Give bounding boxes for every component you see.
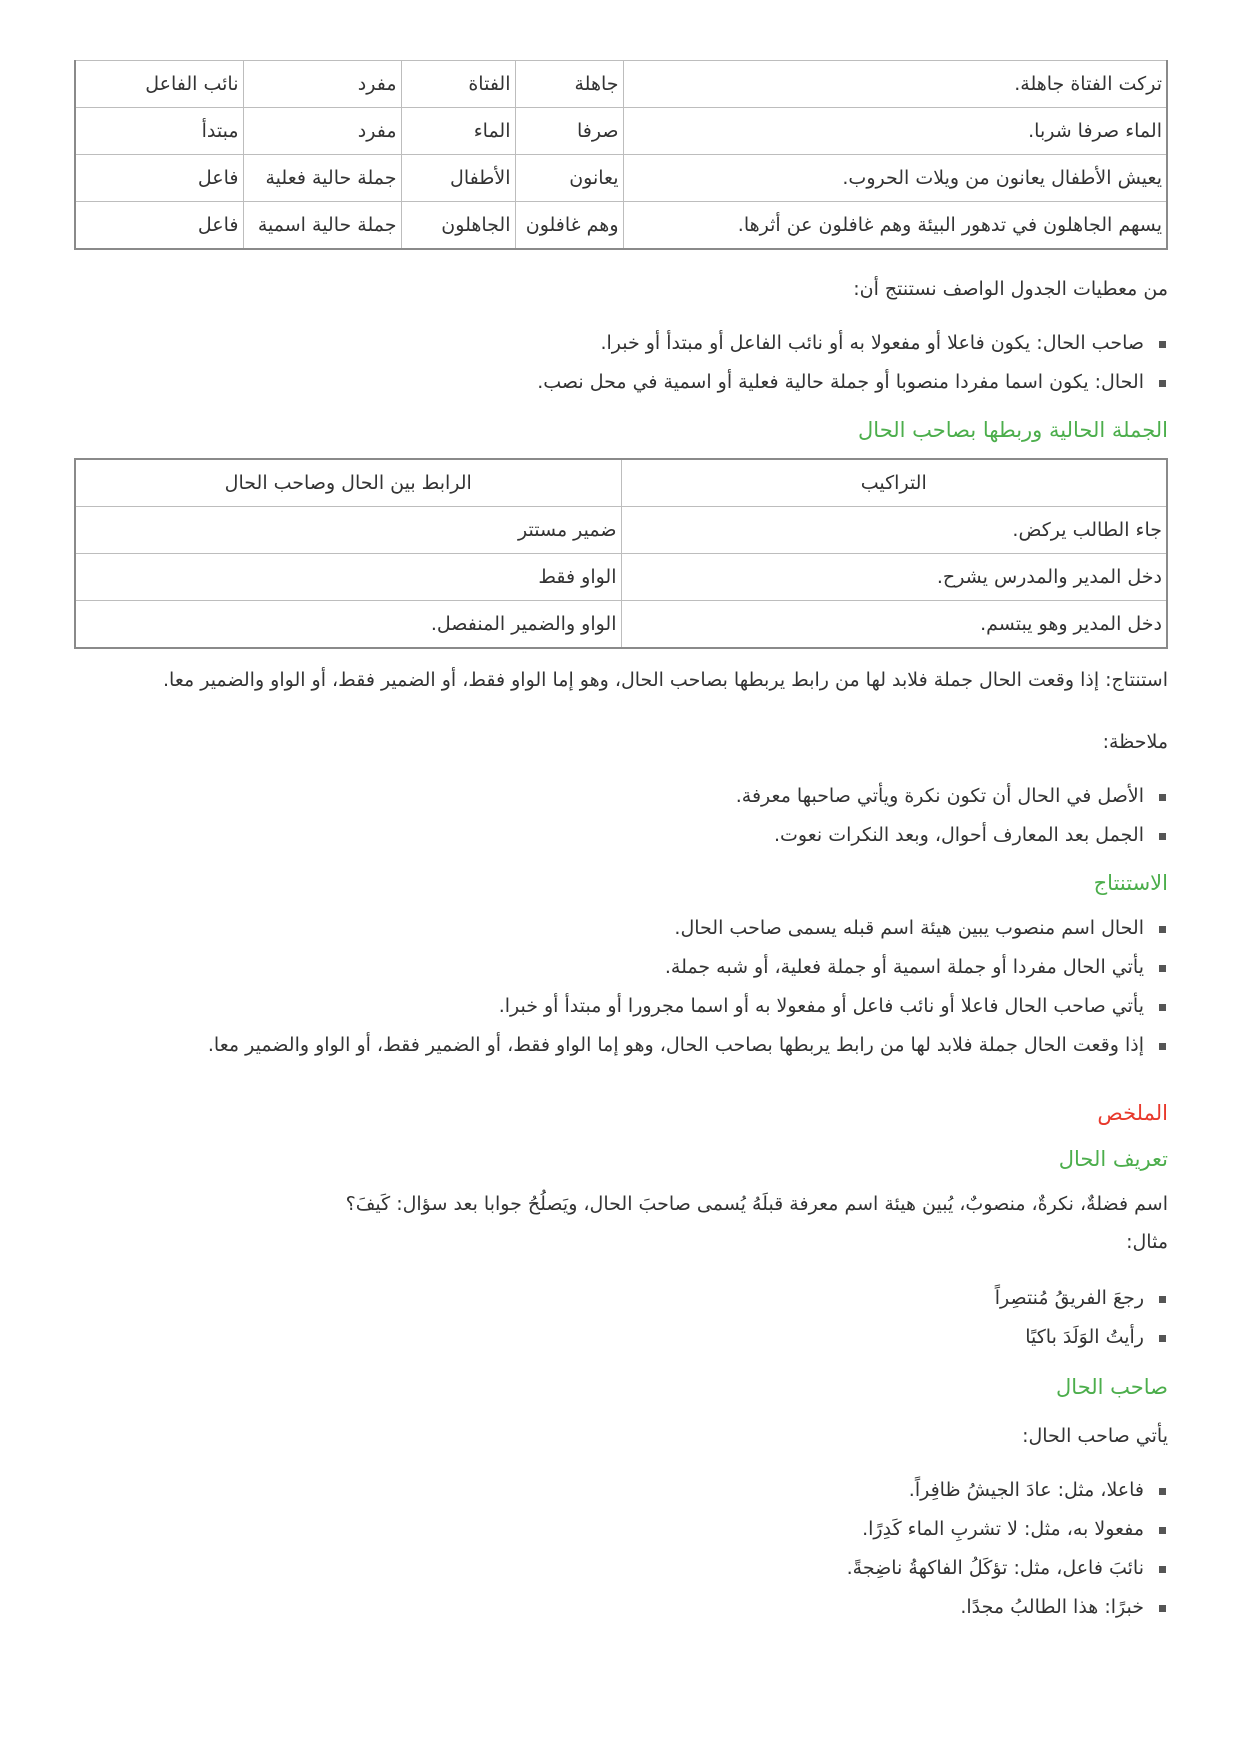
section-heading-owner: صاحب الحال [1056, 1375, 1168, 1399]
table-row [75, 507, 1167, 554]
table-cell: الماء [401, 108, 515, 155]
list-item: رأيتُ الوَلَدَ باكيًا [76, 1318, 1144, 1357]
table-cell: الماء صرفا شربا. [623, 108, 1167, 155]
table-row [75, 61, 1167, 108]
note-label: ملاحظة: [1102, 731, 1168, 753]
table-row [75, 108, 1167, 155]
list-item: مفعولا به، مثل: لا تشربِ الماء كَدِرًا. [76, 1510, 1144, 1549]
table-header-row [75, 459, 1167, 507]
hal-examples-table [74, 60, 1168, 250]
table-row [75, 554, 1167, 601]
table-cell: جاهلة [515, 61, 623, 108]
table-header-cell: التراكيب [621, 459, 1167, 507]
link-table [74, 458, 1168, 649]
table-cell: الواو والضمير المنفصل. [75, 601, 621, 649]
owner-intro: يأتي صاحب الحال: [1022, 1425, 1168, 1447]
list-item: الحال اسم منصوب يبين هيئة اسم قبله يسمى صاحب الحال. [76, 909, 1144, 948]
table-row [75, 202, 1167, 250]
table-cell: دخل المدير والمدرس يشرح. [621, 554, 1167, 601]
document-content [76, 60, 1168, 1627]
table-cell: الواو فقط [75, 554, 621, 601]
examples-list [76, 1279, 1168, 1357]
list-item: نائبَ فاعل، مثل: تؤكَلُ الفاكهةُ ناضِجةً. [76, 1549, 1144, 1588]
table-cell: نائب الفاعل [75, 61, 243, 108]
table-cell: الفتاة [401, 61, 515, 108]
table-cell: فاعل [75, 202, 243, 250]
table-cell: مبتدأ [75, 108, 243, 155]
table-cell: جملة حالية اسمية [243, 202, 401, 250]
table-cell: جملة حالية فعلية [243, 155, 401, 202]
list-item: الأصل في الحال أن تكون نكرة ويأتي صاحبها معرفة. [76, 777, 1144, 816]
table-header-cell: الرابط بين الحال وصاحب الحال [75, 459, 621, 507]
notes-list [76, 777, 1168, 855]
list-item: يأتي صاحب الحال فاعلا أو نائب فاعل أو مفعولا به أو اسما مجرورا أو مبتدأ أو خبرا. [76, 987, 1144, 1026]
table-cell: جاء الطالب يركض. [621, 507, 1167, 554]
section-heading-link: الجملة الحالية وربطها بصاحب الحال [858, 418, 1168, 442]
summary-title: الملخص [1097, 1101, 1168, 1125]
table-cell: ضمير مستتر [75, 507, 621, 554]
conclusion-paragraph: استنتاج: إذا وقعت الحال جملة فلابد لها من رابط يربطها بصاحب الحال، وهو إما الواو فقط، أو الضمير فقط، أو الواو والضمير معا. [163, 669, 1168, 691]
list-item: فاعلا، مثل: عادَ الجيشُ ظافِراً. [76, 1471, 1144, 1510]
list-item: يأتي الحال مفردا أو جملة اسمية أو جملة فعلية، أو شبه جملة. [76, 948, 1144, 987]
table-cell: تركت الفتاة جاهلة. [623, 61, 1167, 108]
list-item: إذا وقعت الحال جملة فلابد لها من رابط يربطها بصاحب الحال، وهو إما الواو فقط، أو الضمير فقط، أو الواو والضمير معا. [76, 1026, 1144, 1065]
section-heading-conclusion: الاستنتاج [1093, 871, 1168, 895]
table-cell: يسهم الجاهلون في تدهور البيئة وهم غافلون عن أثرها. [623, 202, 1167, 250]
table-cell: الجاهلون [401, 202, 515, 250]
owner-list [76, 1471, 1168, 1627]
list-item: صاحب الحال: يكون فاعلا أو مفعولا به أو نائب الفاعل أو مبتدأ أو خبرا. [76, 324, 1144, 363]
table-cell: فاعل [75, 155, 243, 202]
table-row [75, 155, 1167, 202]
table-cell: مفرد [243, 61, 401, 108]
list-item: خبرًا: هذا الطالبُ مجدًا. [76, 1588, 1144, 1627]
table-cell: صرفا [515, 108, 623, 155]
table-cell: الأطفال [401, 155, 515, 202]
table-cell: يعانون [515, 155, 623, 202]
table-cell: مفرد [243, 108, 401, 155]
table-cell: دخل المدير وهو يبتسم. [621, 601, 1167, 649]
hal-owner-list [76, 324, 1168, 402]
table-row [75, 601, 1167, 649]
intro-paragraph: من معطيات الجدول الواصف نستنتج أن: [853, 278, 1168, 300]
list-item: الحال: يكون اسما مفردا منصوبا أو جملة حالية فعلية أو اسمية في محل نصب. [76, 363, 1144, 402]
table-cell: وهم غافلون [515, 202, 623, 250]
conclusions-list [76, 909, 1168, 1065]
section-heading-definition: تعريف الحال [1058, 1147, 1168, 1171]
table-cell: يعيش الأطفال يعانون من ويلات الحروب. [623, 155, 1167, 202]
definition-paragraph: اسم فضلةٌ، نكرةٌ، منصوبٌ، يُبين هيئة اسم معرفة قبلَهُ يُسمى صاحبَ الحال، ويَصلُحُ جوابا بعد سؤال: كَيفَ؟ [345, 1193, 1168, 1215]
list-item: رجعَ الفريقُ مُنتصِراً [76, 1279, 1144, 1318]
example-label: مثال: [1126, 1231, 1168, 1253]
list-item: الجمل بعد المعارف أحوال، وبعد النكرات نعوت. [76, 816, 1144, 855]
